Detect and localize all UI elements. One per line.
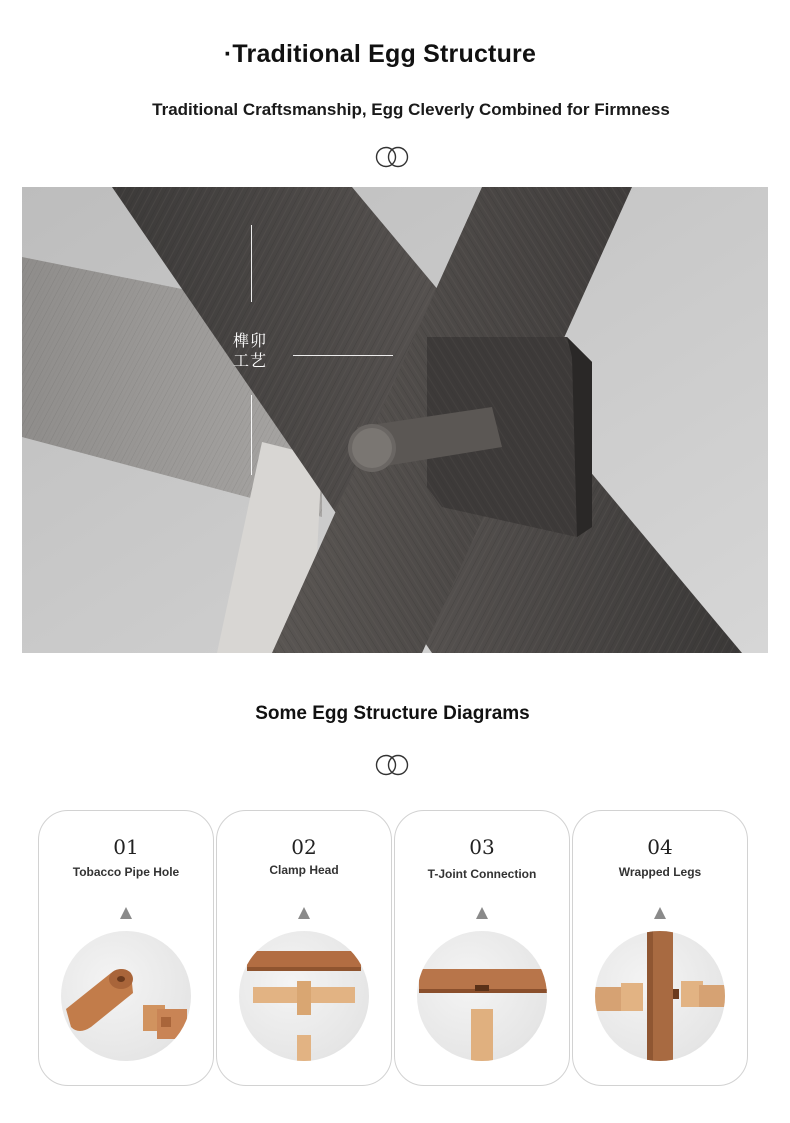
clamp-head-joint-icon <box>239 931 369 1061</box>
diagram-card-2 <box>216 810 392 1086</box>
mortise-tenon-photo <box>22 187 768 653</box>
diagram-card-3 <box>394 810 570 1086</box>
craft-label-line2: 工艺 <box>233 351 268 370</box>
wood-joint-illustration <box>22 187 768 653</box>
card-label: T-Joint Connection <box>427 867 537 881</box>
diagram-card-1 <box>38 810 214 1086</box>
page-title: ·Traditional Egg Structure <box>223 40 537 68</box>
card-label: Clamp Head <box>269 863 339 877</box>
label-pointer-line <box>293 355 393 356</box>
card-number: 03 <box>469 835 495 859</box>
double-rings-icon <box>374 754 410 776</box>
t-joint-icon <box>417 931 547 1061</box>
craft-label-line1: 榫卯 <box>233 331 268 350</box>
card-number: 04 <box>647 835 673 859</box>
card-number: 01 <box>113 835 139 859</box>
card-number: 02 <box>291 835 317 859</box>
arrow-up-icon <box>476 907 488 919</box>
arrow-up-icon <box>654 907 666 919</box>
diagrams-title: Some Egg Structure Diagrams <box>255 703 530 724</box>
double-rings-icon <box>374 146 410 168</box>
card-label: Wrapped Legs <box>618 865 702 879</box>
craft-label <box>233 331 273 371</box>
arrow-up-icon <box>298 907 310 919</box>
card-label: Tobacco Pipe Hole <box>72 865 180 879</box>
wrapped-legs-joint-icon <box>595 931 725 1061</box>
label-divider-bottom <box>251 395 252 475</box>
page-subtitle: Traditional Craftsmanship, Egg Cleverly Combined for Firmness <box>152 100 670 119</box>
label-divider-top <box>251 225 252 302</box>
pipe-hole-joint-icon <box>61 931 191 1061</box>
diagram-card-4 <box>572 810 748 1086</box>
arrow-up-icon <box>120 907 132 919</box>
